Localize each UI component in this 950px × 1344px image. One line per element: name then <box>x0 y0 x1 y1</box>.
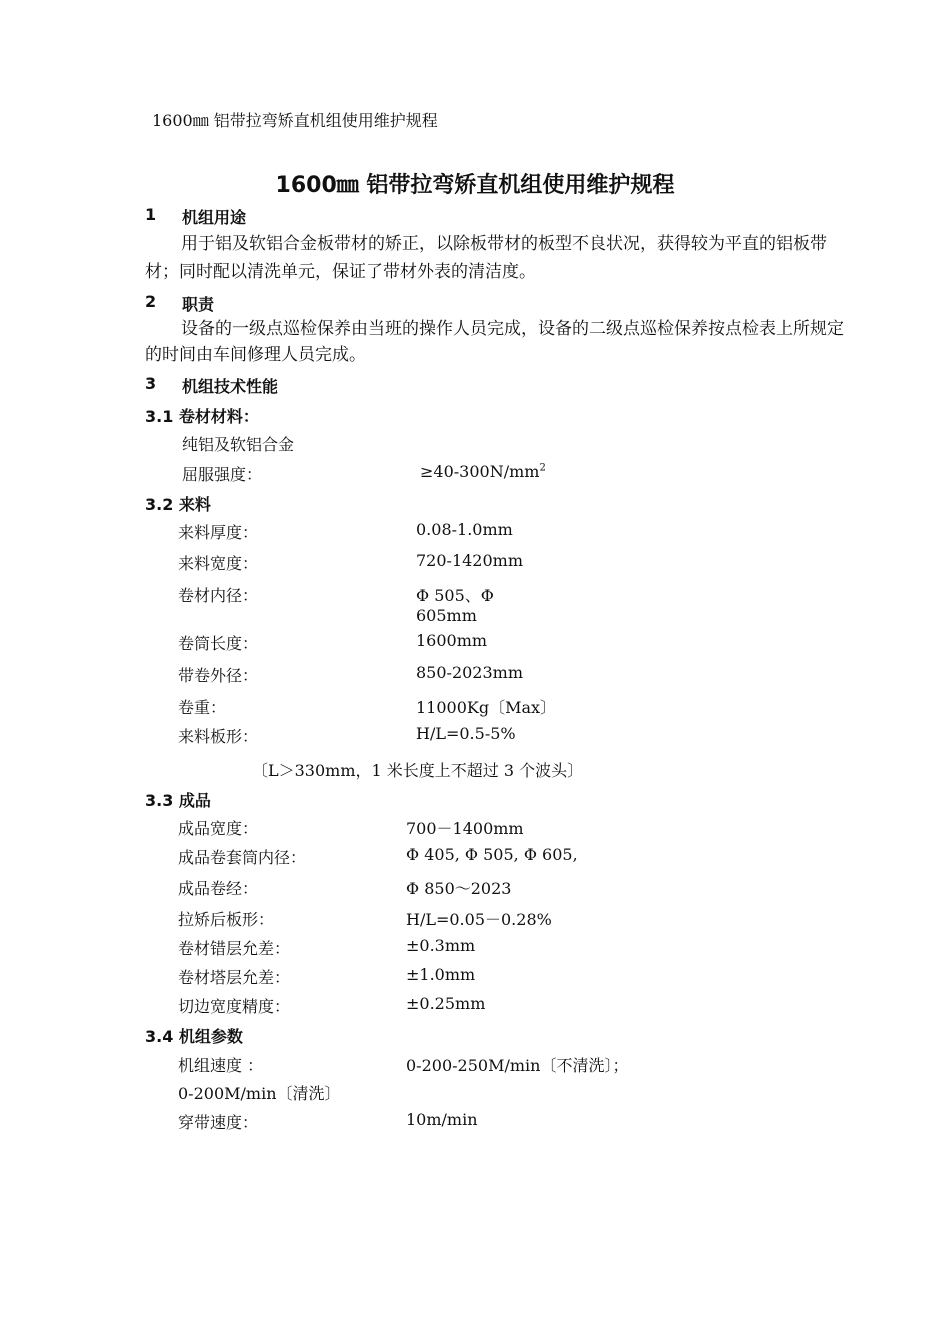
spec-value: Φ 505、Φ <box>416 586 494 605</box>
spec-value: H/L=0.5-5% <box>416 724 516 743</box>
spec-label: 卷材塔层允差： <box>178 968 291 987</box>
section-2-text: 设备的一级点巡检保养由当班的操作人员完成，设备的二级点巡检保养按点检表上所规定的时间由车间修理人员完成。 <box>145 319 844 365</box>
spec-label: 切边宽度精度： <box>178 997 291 1016</box>
material-text: 纯铝及软铝合金 <box>182 435 295 454</box>
wave-note: 〔L＞330mm，1 米长度上不超过 3 个波头〕 <box>252 761 584 780</box>
section-1-heading: 机组用途 <box>182 208 247 227</box>
spec-value: 720-1420mm <box>416 551 524 570</box>
document-title: 1600㎜ 铝带拉弯矫直机组使用维护规程 <box>275 173 675 198</box>
section-3-1-heading: 3.1 卷材材料： <box>145 407 259 426</box>
speed-value-continued: 0-200M/min〔清洗〕 <box>178 1084 341 1103</box>
section-2-number: 2 <box>145 292 157 311</box>
spec-label: 卷重： <box>178 698 227 717</box>
section-1-text: 用于铝及软铝合金板带材的矫正，以除板带材的板型不良状况，获得较为平直的铝板带材；同时配以清洗单元，保证了带材外表的清洁度。 <box>145 234 827 282</box>
spec-value: 850-2023mm <box>416 663 524 682</box>
spec-value: 11000Kg〔Max〕 <box>416 698 557 717</box>
running-header: 1600㎜ 铝带拉弯矫直机组使用维护规程 <box>152 111 438 130</box>
spec-value: ±0.25mm <box>406 994 486 1013</box>
thread-speed-label: 穿带速度： <box>178 1113 259 1132</box>
yield-value: $\ge 40-300N/mm^2$ <box>420 462 546 481</box>
spec-value-continued: 605mm <box>416 606 477 625</box>
section-3-heading: 机组技术性能 <box>182 377 279 396</box>
spec-value: ±1.0mm <box>406 965 476 984</box>
section-3-3-heading: 3.3 成品 <box>145 791 211 810</box>
spec-value: 700－1400mm <box>406 819 524 838</box>
spec-label: 卷材内径： <box>178 586 259 605</box>
spec-label: 成品卷经： <box>178 879 259 898</box>
section-3-number: 3 <box>145 374 157 393</box>
spec-label: 来料板形： <box>178 727 259 746</box>
section-3-2-heading: 3.2 来料 <box>145 495 211 514</box>
spec-value: 0.08-1.0mm <box>416 520 513 539</box>
speed-label: 机组速度 ： <box>178 1056 264 1075</box>
spec-value: H/L=0.05－0.28% <box>406 910 552 929</box>
spec-label: 来料厚度： <box>178 523 259 542</box>
yield-label: 屈服强度： <box>182 465 263 484</box>
section-3-4-heading: 3.4 机组参数 <box>145 1027 243 1046</box>
spec-label: 卷筒长度： <box>178 634 259 653</box>
spec-value: Φ 405, Φ 505, Φ 605, <box>406 845 578 864</box>
section-1-number: 1 <box>145 205 157 224</box>
spec-label: 成品宽度： <box>178 819 259 838</box>
spec-label: 来料宽度： <box>178 554 259 573</box>
speed-value: 0-200-250M/min〔不清洗〕； <box>406 1056 629 1075</box>
spec-value: ±0.3mm <box>406 936 476 955</box>
section-2-heading: 职责 <box>182 295 215 314</box>
spec-value: 1600mm <box>416 631 488 650</box>
spec-value: Φ 850～2023 <box>406 879 512 898</box>
spec-label: 拉矫后板形： <box>178 910 275 929</box>
thread-speed-value: 10m/min <box>406 1110 478 1129</box>
spec-label: 带卷外径： <box>178 666 259 685</box>
spec-label: 卷材错层允差： <box>178 939 291 958</box>
spec-label: 成品卷套筒内径： <box>178 848 307 867</box>
